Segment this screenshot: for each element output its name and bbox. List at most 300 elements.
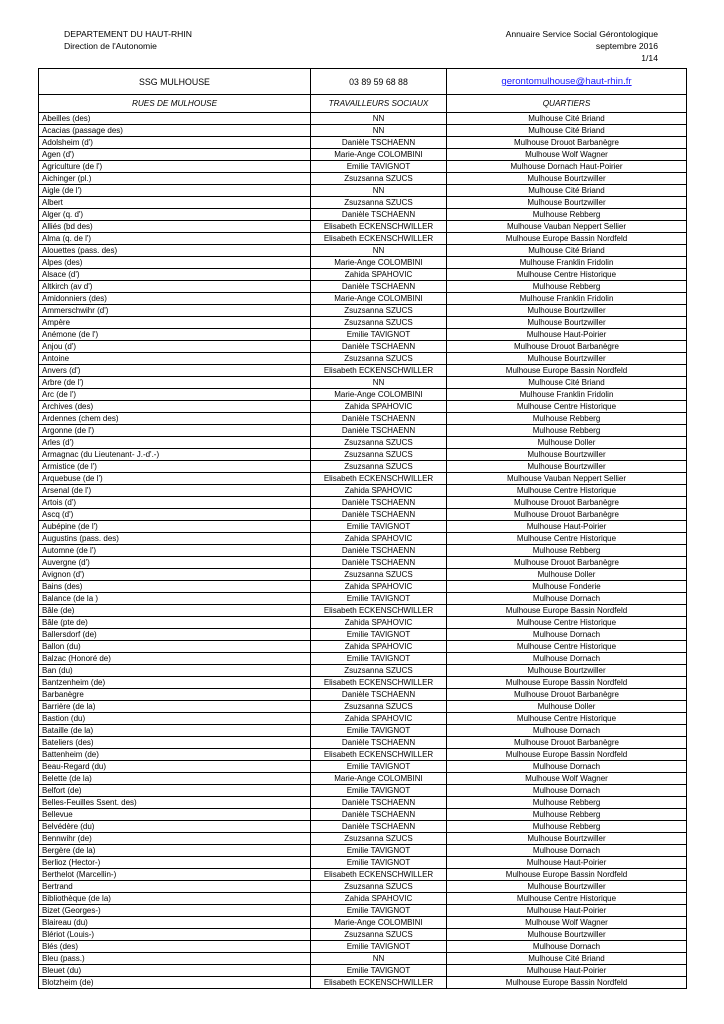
table-row [39, 269, 687, 281]
table-row [39, 305, 687, 317]
district-cell: Mulhouse Bourtzwiller [447, 881, 687, 893]
table-row [39, 221, 687, 233]
street-name-cell: Agriculture (de l') [39, 161, 311, 173]
street-name-cell: Arbre (de l') [39, 377, 311, 389]
district-cell: Mulhouse Rebberg [447, 821, 687, 833]
district-cell: Mulhouse Bourtzwiller [447, 317, 687, 329]
table-row [39, 797, 687, 809]
district-cell: Mulhouse Drouot Barbanègre [447, 341, 687, 353]
table-row [39, 665, 687, 677]
table-row [39, 353, 687, 365]
header-left [64, 28, 192, 52]
district-cell: Mulhouse Dornach Haut-Poirier [447, 161, 687, 173]
social-worker-cell: Emilie TAVIGNOT [311, 941, 447, 953]
district-cell: Mulhouse Drouot Barbanègre [447, 509, 687, 521]
street-name-cell: Arquebuse (de l') [39, 473, 311, 485]
social-worker-cell: Emilie TAVIGNOT [311, 725, 447, 737]
street-name-cell: Alma (q. de l') [39, 233, 311, 245]
social-worker-cell: Zsuzsanna SZUCS [311, 461, 447, 473]
street-name-cell: Armistice (de l') [39, 461, 311, 473]
table-row [39, 497, 687, 509]
district-cell: Mulhouse Europe Bassin Nordfeld [447, 365, 687, 377]
table-row [39, 653, 687, 665]
street-name-cell: Ascq (d') [39, 509, 311, 521]
district-cell: Mulhouse Drouot Barbanègre [447, 497, 687, 509]
district-cell: Mulhouse Bourtzwiller [447, 833, 687, 845]
district-cell: Mulhouse Centre Historique [447, 713, 687, 725]
social-worker-cell: Elisabeth ECKENSCHWILLER [311, 221, 447, 233]
district-cell: Mulhouse Rebberg [447, 209, 687, 221]
street-name-cell: Agen (d') [39, 149, 311, 161]
street-name-cell: Arsenal (de l') [39, 485, 311, 497]
table-row [39, 869, 687, 881]
table-row [39, 545, 687, 557]
table-title-row [39, 69, 687, 95]
social-worker-cell: Marie-Ange COLOMBINI [311, 257, 447, 269]
table-row [39, 473, 687, 485]
district-cell: Mulhouse Haut-Poirier [447, 857, 687, 869]
district-cell: Mulhouse Vauban Neppert Sellier [447, 221, 687, 233]
table-row [39, 953, 687, 965]
social-worker-cell: Danièle TSCHAENN [311, 341, 447, 353]
social-worker-cell: Elisabeth ECKENSCHWILLER [311, 749, 447, 761]
social-worker-cell: Danièle TSCHAENN [311, 425, 447, 437]
social-worker-cell: Danièle TSCHAENN [311, 137, 447, 149]
table-row [39, 461, 687, 473]
street-name-cell: Barbanègre [39, 689, 311, 701]
street-name-cell: Anvers (d') [39, 365, 311, 377]
district-cell: Mulhouse Drouot Barbanègre [447, 137, 687, 149]
social-worker-cell: Zahida SPAHOVIC [311, 401, 447, 413]
social-worker-cell: Elisabeth ECKENSCHWILLER [311, 365, 447, 377]
street-name-cell: Amidonniers (des) [39, 293, 311, 305]
service-email-link[interactable]: gerontomulhouse@haut-rhin.fr [501, 76, 632, 87]
district-cell: Mulhouse Doller [447, 569, 687, 581]
district-cell: Mulhouse Bourtzwiller [447, 173, 687, 185]
table-row [39, 533, 687, 545]
street-name-cell: Bertrand [39, 881, 311, 893]
street-name-cell: Bastion (du) [39, 713, 311, 725]
social-worker-cell: Zsuzsanna SZUCS [311, 833, 447, 845]
social-worker-cell: Danièle TSCHAENN [311, 737, 447, 749]
table-row [39, 365, 687, 377]
table-row [39, 965, 687, 977]
column-header-districts: QUARTIERS [447, 95, 687, 113]
district-cell: Mulhouse Wolf Wagner [447, 149, 687, 161]
street-name-cell: Aichinger (pl.) [39, 173, 311, 185]
district-cell: Mulhouse Bourtzwiller [447, 353, 687, 365]
direction-name: Direction de l'Autonomie [64, 41, 157, 51]
table-row [39, 377, 687, 389]
district-cell: Mulhouse Centre Historique [447, 641, 687, 653]
social-worker-cell: Zahida SPAHOVIC [311, 533, 447, 545]
district-cell: Mulhouse Centre Historique [447, 893, 687, 905]
social-worker-cell: NN [311, 377, 447, 389]
district-cell: Mulhouse Rebberg [447, 413, 687, 425]
table-row [39, 329, 687, 341]
social-worker-cell: Zsuzsanna SZUCS [311, 197, 447, 209]
social-worker-cell: Elisabeth ECKENSCHWILLER [311, 869, 447, 881]
street-name-cell: Bantzenheim (de) [39, 677, 311, 689]
street-name-cell: Arles (d') [39, 437, 311, 449]
district-cell: Mulhouse Dornach [447, 941, 687, 953]
social-worker-cell: Elisabeth ECKENSCHWILLER [311, 977, 447, 989]
district-cell: Mulhouse Bourtzwiller [447, 197, 687, 209]
table-row [39, 485, 687, 497]
table-row [39, 401, 687, 413]
table-row [39, 293, 687, 305]
social-worker-cell: Emilie TAVIGNOT [311, 905, 447, 917]
district-cell: Mulhouse Dornach [447, 653, 687, 665]
social-worker-cell: NN [311, 113, 447, 125]
social-worker-cell: Zsuzsanna SZUCS [311, 665, 447, 677]
street-name-cell: Bergère (de la) [39, 845, 311, 857]
district-cell: Mulhouse Doller [447, 437, 687, 449]
social-worker-cell: Emilie TAVIGNOT [311, 629, 447, 641]
street-name-cell: Blaireau (du) [39, 917, 311, 929]
table-row [39, 233, 687, 245]
street-name-cell: Bains (des) [39, 581, 311, 593]
table-row [39, 581, 687, 593]
district-cell: Mulhouse Cité Briand [447, 113, 687, 125]
table-row [39, 113, 687, 125]
street-name-cell: Beau-Regard (du) [39, 761, 311, 773]
table-row [39, 689, 687, 701]
table-row [39, 521, 687, 533]
street-name-cell: Acacias (passage des) [39, 125, 311, 137]
service-phone: 03 89 59 68 88 [311, 69, 447, 95]
social-worker-cell: Zsuzsanna SZUCS [311, 569, 447, 581]
table-row [39, 605, 687, 617]
district-cell: Mulhouse Wolf Wagner [447, 773, 687, 785]
street-name-cell: Argonne (de l') [39, 425, 311, 437]
column-header-streets: RUES DE MULHOUSE [39, 95, 311, 113]
social-worker-cell: Emilie TAVIGNOT [311, 845, 447, 857]
street-name-cell: Blés (des) [39, 941, 311, 953]
table-row [39, 509, 687, 521]
district-cell: Mulhouse Dornach [447, 725, 687, 737]
table-row [39, 389, 687, 401]
street-name-cell: Blériot (Louis-) [39, 929, 311, 941]
district-cell: Mulhouse Bourtzwiller [447, 461, 687, 473]
table-row [39, 881, 687, 893]
document-title: Annuaire Service Social Gérontologique [505, 29, 658, 39]
department-name: DEPARTEMENT DU HAUT-RHIN [64, 29, 192, 39]
table-row [39, 845, 687, 857]
table-row [39, 341, 687, 353]
street-name-cell: Ardennes (chem des) [39, 413, 311, 425]
social-worker-cell: Marie-Ange COLOMBINI [311, 149, 447, 161]
table-row [39, 725, 687, 737]
social-worker-cell: Emilie TAVIGNOT [311, 329, 447, 341]
street-name-cell: Arc (de l') [39, 389, 311, 401]
social-worker-cell: Emilie TAVIGNOT [311, 593, 447, 605]
district-cell: Mulhouse Doller [447, 701, 687, 713]
district-cell: Mulhouse Europe Bassin Nordfeld [447, 233, 687, 245]
district-cell: Mulhouse Franklin Fridolin [447, 389, 687, 401]
street-name-cell: Barrière (de la) [39, 701, 311, 713]
table-row [39, 197, 687, 209]
district-cell: Mulhouse Centre Historique [447, 533, 687, 545]
street-name-cell: Battenheim (de) [39, 749, 311, 761]
table-row [39, 977, 687, 989]
district-cell: Mulhouse Bourtzwiller [447, 305, 687, 317]
street-name-cell: Bibliothèque (de la) [39, 893, 311, 905]
social-worker-cell: Zahida SPAHOVIC [311, 581, 447, 593]
social-worker-cell: Elisabeth ECKENSCHWILLER [311, 605, 447, 617]
district-cell: Mulhouse Centre Historique [447, 485, 687, 497]
table-row [39, 617, 687, 629]
street-name-cell: Avignon (d') [39, 569, 311, 581]
table-row [39, 149, 687, 161]
header-right [506, 28, 658, 64]
social-worker-cell: NN [311, 953, 447, 965]
social-worker-cell: Emilie TAVIGNOT [311, 521, 447, 533]
district-cell: Mulhouse Cité Briand [447, 245, 687, 257]
social-worker-cell: Marie-Ange COLOMBINI [311, 293, 447, 305]
street-name-cell: Anémone (de l') [39, 329, 311, 341]
street-name-cell: Ampère [39, 317, 311, 329]
street-name-cell: Alouettes (pass. des) [39, 245, 311, 257]
social-worker-cell: NN [311, 185, 447, 197]
district-cell: Mulhouse Drouot Barbanègre [447, 689, 687, 701]
street-name-cell: Aigle (de l') [39, 185, 311, 197]
social-worker-cell: Zahida SPAHOVIC [311, 269, 447, 281]
district-cell: Mulhouse Haut-Poirier [447, 521, 687, 533]
social-worker-cell: Danièle TSCHAENN [311, 545, 447, 557]
table-row [39, 857, 687, 869]
social-worker-cell: Zsuzsanna SZUCS [311, 305, 447, 317]
social-worker-cell: Emilie TAVIGNOT [311, 965, 447, 977]
social-worker-cell: Danièle TSCHAENN [311, 509, 447, 521]
social-worker-cell: Danièle TSCHAENN [311, 557, 447, 569]
table-row [39, 425, 687, 437]
social-worker-cell: Marie-Ange COLOMBINI [311, 773, 447, 785]
social-worker-cell: Danièle TSCHAENN [311, 809, 447, 821]
table-row [39, 437, 687, 449]
street-name-cell: Belvédère (du) [39, 821, 311, 833]
table-row [39, 821, 687, 833]
social-worker-cell: Zsuzsanna SZUCS [311, 437, 447, 449]
table-row [39, 905, 687, 917]
street-name-cell: Antoine [39, 353, 311, 365]
district-cell: Mulhouse Dornach [447, 761, 687, 773]
table-row [39, 161, 687, 173]
district-cell: Mulhouse Cité Briand [447, 125, 687, 137]
district-cell: Mulhouse Haut-Poirier [447, 329, 687, 341]
street-name-cell: Belfort (de) [39, 785, 311, 797]
social-worker-cell: Danièle TSCHAENN [311, 689, 447, 701]
social-worker-cell: Zsuzsanna SZUCS [311, 881, 447, 893]
district-cell: Mulhouse Vauban Neppert Sellier [447, 473, 687, 485]
street-name-cell: Archives (des) [39, 401, 311, 413]
social-worker-cell: Zsuzsanna SZUCS [311, 353, 447, 365]
district-cell: Mulhouse Bourtzwiller [447, 449, 687, 461]
table-row [39, 413, 687, 425]
street-name-cell: Berlioz (Hector-) [39, 857, 311, 869]
social-worker-cell: Elisabeth ECKENSCHWILLER [311, 473, 447, 485]
street-name-cell: Alpes (des) [39, 257, 311, 269]
social-worker-cell: Elisabeth ECKENSCHWILLER [311, 233, 447, 245]
table-row [39, 641, 687, 653]
street-name-cell: Bizet (Georges-) [39, 905, 311, 917]
social-worker-cell: Danièle TSCHAENN [311, 209, 447, 221]
table-row [39, 941, 687, 953]
street-name-cell: Armagnac (du Lieutenant- J.-d'.-) [39, 449, 311, 461]
district-cell: Mulhouse Cité Briand [447, 185, 687, 197]
street-name-cell: Albert [39, 197, 311, 209]
street-name-cell: Balance (de la ) [39, 593, 311, 605]
street-name-cell: Balzac (Honoré de) [39, 653, 311, 665]
street-name-cell: Alger (q. d') [39, 209, 311, 221]
table-row [39, 809, 687, 821]
social-worker-cell: Marie-Ange COLOMBINI [311, 389, 447, 401]
social-worker-cell: Danièle TSCHAENN [311, 413, 447, 425]
street-name-cell: Alliés (bd des) [39, 221, 311, 233]
table-row [39, 917, 687, 929]
district-cell: Mulhouse Rebberg [447, 545, 687, 557]
table-row [39, 713, 687, 725]
social-worker-cell: Emilie TAVIGNOT [311, 857, 447, 869]
table-row [39, 893, 687, 905]
street-name-cell: Ballersdorf (de) [39, 629, 311, 641]
social-worker-cell: Emilie TAVIGNOT [311, 761, 447, 773]
district-cell: Mulhouse Centre Historique [447, 269, 687, 281]
district-cell: Mulhouse Europe Bassin Nordfeld [447, 869, 687, 881]
district-cell: Mulhouse Europe Bassin Nordfeld [447, 677, 687, 689]
table-row [39, 701, 687, 713]
street-name-cell: Bennwihr (de) [39, 833, 311, 845]
column-header-workers: TRAVAILLEURS SOCIAUX [311, 95, 447, 113]
district-cell: Mulhouse Cité Briand [447, 953, 687, 965]
district-cell: Mulhouse Fonderie [447, 581, 687, 593]
district-cell: Mulhouse Europe Bassin Nordfeld [447, 977, 687, 989]
district-cell: Mulhouse Centre Historique [447, 617, 687, 629]
social-worker-cell: Zsuzsanna SZUCS [311, 449, 447, 461]
street-name-cell: Abeilles (des) [39, 113, 311, 125]
document-date: septembre 2016 [595, 41, 658, 51]
social-worker-cell: Zsuzsanna SZUCS [311, 173, 447, 185]
street-name-cell: Belette (de la) [39, 773, 311, 785]
district-cell: Mulhouse Haut-Poirier [447, 965, 687, 977]
table-row [39, 245, 687, 257]
district-cell: Mulhouse Cité Briand [447, 377, 687, 389]
table-row [39, 929, 687, 941]
street-name-cell: Auvergne (d') [39, 557, 311, 569]
table-row [39, 833, 687, 845]
social-worker-cell: Zsuzsanna SZUCS [311, 701, 447, 713]
social-worker-cell: Zahida SPAHOVIC [311, 485, 447, 497]
table-row [39, 593, 687, 605]
district-cell: Mulhouse Rebberg [447, 281, 687, 293]
street-name-cell: Adolsheim (d') [39, 137, 311, 149]
service-name: SSG MULHOUSE [39, 69, 311, 95]
table-row [39, 761, 687, 773]
district-cell: Mulhouse Rebberg [447, 425, 687, 437]
social-worker-cell: Zahida SPAHOVIC [311, 617, 447, 629]
social-worker-cell: Elisabeth ECKENSCHWILLER [311, 677, 447, 689]
district-cell: Mulhouse Wolf Wagner [447, 917, 687, 929]
district-cell: Mulhouse Franklin Fridolin [447, 257, 687, 269]
social-worker-cell: NN [311, 125, 447, 137]
street-name-cell: Bâle (pte de) [39, 617, 311, 629]
table-row [39, 785, 687, 797]
table-header-row [39, 95, 687, 113]
table-row [39, 677, 687, 689]
table-row [39, 317, 687, 329]
social-worker-cell: Emilie TAVIGNOT [311, 653, 447, 665]
street-name-cell: Automne (de l') [39, 545, 311, 557]
street-name-cell: Altkirch (av d') [39, 281, 311, 293]
district-cell: Mulhouse Dornach [447, 593, 687, 605]
social-worker-cell: Zahida SPAHOVIC [311, 713, 447, 725]
street-name-cell: Bleuet (du) [39, 965, 311, 977]
table-row [39, 185, 687, 197]
street-name-cell: Berthelot (Marcellin-) [39, 869, 311, 881]
table-row [39, 773, 687, 785]
street-name-cell: Bleu (pass.) [39, 953, 311, 965]
district-cell: Mulhouse Rebberg [447, 797, 687, 809]
district-cell: Mulhouse Bourtzwiller [447, 929, 687, 941]
table-row [39, 749, 687, 761]
table-row [39, 137, 687, 149]
table-row [39, 557, 687, 569]
social-worker-cell: Emilie TAVIGNOT [311, 785, 447, 797]
district-cell: Mulhouse Dornach [447, 785, 687, 797]
service-email-cell [447, 69, 687, 95]
district-cell: Mulhouse Bourtzwiller [447, 665, 687, 677]
social-worker-cell: NN [311, 245, 447, 257]
district-cell: Mulhouse Europe Bassin Nordfeld [447, 749, 687, 761]
table-row [39, 629, 687, 641]
street-name-cell: Anjou (d') [39, 341, 311, 353]
street-name-cell: Bellevue [39, 809, 311, 821]
street-name-cell: Aubépine (de l') [39, 521, 311, 533]
social-worker-cell: Emilie TAVIGNOT [311, 161, 447, 173]
social-worker-cell: Zsuzsanna SZUCS [311, 929, 447, 941]
social-worker-cell: Zsuzsanna SZUCS [311, 317, 447, 329]
street-name-cell: Bataille (de la) [39, 725, 311, 737]
street-name-cell: Artois (d') [39, 497, 311, 509]
district-cell: Mulhouse Dornach [447, 845, 687, 857]
social-worker-cell: Danièle TSCHAENN [311, 797, 447, 809]
table-row [39, 449, 687, 461]
district-cell: Mulhouse Haut-Poirier [447, 905, 687, 917]
street-name-cell: Belles-Feuilles Ssent. des) [39, 797, 311, 809]
social-worker-cell: Danièle TSCHAENN [311, 281, 447, 293]
street-name-cell: Bâle (de) [39, 605, 311, 617]
street-name-cell: Blotzheim (de) [39, 977, 311, 989]
district-cell: Mulhouse Drouot Barbanègre [447, 737, 687, 749]
district-cell: Mulhouse Centre Historique [447, 401, 687, 413]
street-name-cell: Ballon (du) [39, 641, 311, 653]
table-row [39, 257, 687, 269]
social-worker-cell: Zahida SPAHOVIC [311, 893, 447, 905]
street-name-cell: Ban (du) [39, 665, 311, 677]
table-row [39, 209, 687, 221]
district-cell: Mulhouse Drouot Barbanègre [447, 557, 687, 569]
table-row [39, 173, 687, 185]
street-name-cell: Bateliers (des) [39, 737, 311, 749]
social-worker-cell: Zahida SPAHOVIC [311, 641, 447, 653]
table-row [39, 281, 687, 293]
district-cell: Mulhouse Franklin Fridolin [447, 293, 687, 305]
district-cell: Mulhouse Rebberg [447, 809, 687, 821]
district-cell: Mulhouse Dornach [447, 629, 687, 641]
table-row [39, 569, 687, 581]
social-worker-cell: Danièle TSCHAENN [311, 497, 447, 509]
page-number: 1/14 [641, 53, 658, 63]
